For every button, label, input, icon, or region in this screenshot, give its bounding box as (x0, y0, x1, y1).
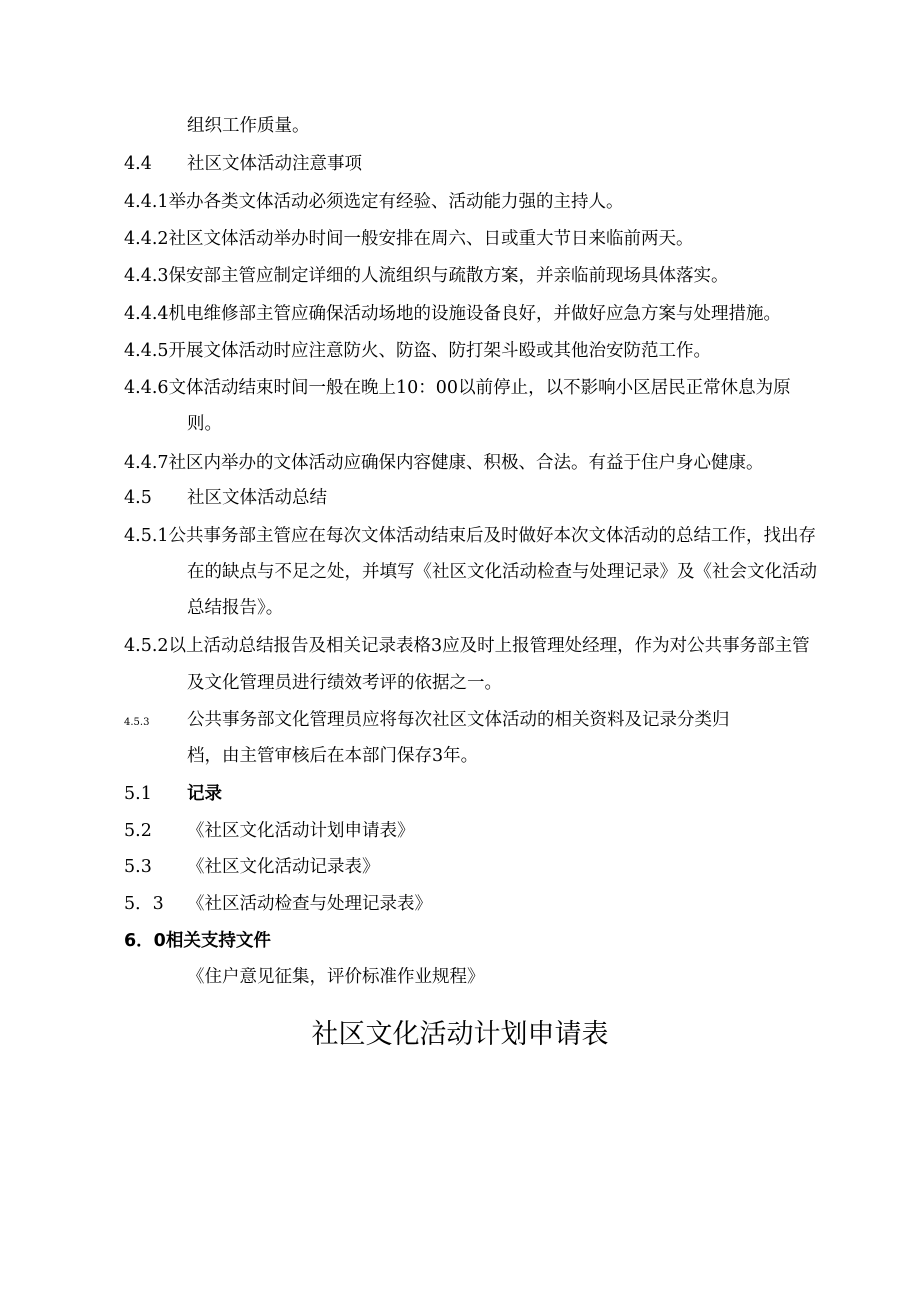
record-item: 5.3 《社区文化活动记录表》 (124, 857, 380, 877)
list-item: 4.4.4机电维修部主管应确保活动场地的设施设备良好，并做好应急方案与处理措施。 (124, 304, 782, 324)
text-line: 总结报告》。 (187, 598, 284, 618)
form-title: 社区文化活动计划申请表 (311, 1019, 609, 1050)
text-line: 组织工作质量。 (187, 116, 310, 136)
text-line: 档，由主管审核后在本部门保存3年。 (187, 746, 479, 766)
list-item: 4.5.2以上活动总结报告及相关记录表格3应及时上报管理处经理，作为对公共事务部主管 (124, 636, 810, 656)
section-heading-4-5: 4.5 社区文体活动总结 (124, 488, 327, 508)
list-item: 4.4.1举办各类文体活动必须选定有经验、活动能力强的主持人。 (124, 192, 624, 212)
list-item: 4.5.3 公共事务部文化管理员应将每次社区文体活动的相关资料及记录分类归 (124, 710, 730, 730)
support-document-item: 《住户意见征集，评价标准作业规程》 (187, 967, 485, 987)
section-heading-4-4: 4.4 社区文体活动注意事项 (124, 154, 362, 174)
list-item: 4.4.3保安部主管应制定详细的人流组织与疏散方案，并亲临前现场具体落实。 (124, 266, 729, 286)
section-heading-5-1: 5.1 记录 (124, 784, 222, 804)
section-heading-6-0: 6．0相关支持文件 (124, 931, 271, 951)
record-item: 5．3 《社区活动检查与处理记录表》 (124, 894, 432, 914)
text-line: 及文化管理员进行绩效考评的依据之一。 (187, 673, 502, 693)
list-item: 4.4.7社区内举办的文体活动应确保内容健康、积极、合法。有益于住户身心健康。 (124, 453, 764, 473)
list-item: 4.4.6文体活动结束时间一般在晚上10：00以前停止，以不影响小区居民正常休息为原 (124, 378, 791, 398)
record-item: 5.2 《社区文化活动计划申请表》 (124, 821, 415, 841)
list-item: 4.5.1公共事务部主管应在每次文体活动结束后及时做好本次文体活动的总结工作，找出存 (124, 526, 817, 546)
text-line: 在的缺点与不足之处，并填写《社区文化活动检查与处理记录》及《社会文化活动 (187, 562, 817, 582)
text-line: 则。 (187, 414, 222, 434)
list-item: 4.4.2社区文体活动举办时间一般安排在周六、日或重大节日来临前两天。 (124, 229, 694, 249)
list-item: 4.4.5开展文体活动时应注意防火、防盗、防打架斗殴或其他治安防范工作。 (124, 341, 712, 361)
